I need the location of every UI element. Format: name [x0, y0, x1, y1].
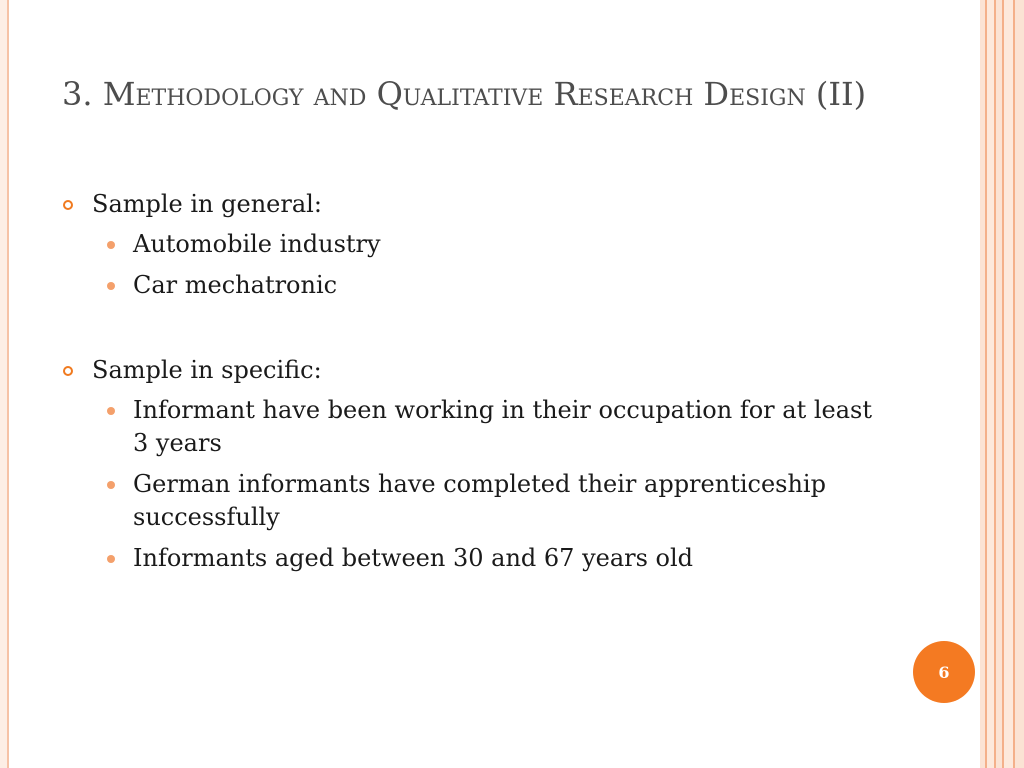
list-item-text: German informants have completed their apprenticeship successfully [133, 470, 826, 531]
list-item [62, 228, 892, 261]
bullet-list [62, 228, 892, 302]
section-heading [62, 188, 892, 220]
section-heading-text: Sample in specific: [92, 356, 322, 384]
right-border-stripe [987, 0, 994, 768]
section-heading [62, 354, 892, 386]
right-border-stripe [1015, 0, 1024, 768]
dot-bullet-icon [107, 555, 115, 563]
list-item [62, 394, 892, 460]
ring-bullet-icon [63, 200, 73, 210]
dot-bullet-icon [107, 282, 115, 290]
list-item [62, 468, 892, 534]
ring-bullet-icon [63, 366, 73, 376]
right-border-stripe [1004, 0, 1013, 768]
dot-bullet-icon [107, 241, 115, 249]
list-item [62, 542, 892, 575]
list-item-text: Car mechatronic [133, 271, 338, 299]
section-heading-text: Sample in general: [92, 190, 322, 218]
dot-bullet-icon [107, 481, 115, 489]
slide-title: 3. Methodology and Qualitative Research Design (II) [62, 75, 867, 113]
left-edge-border [0, 0, 9, 768]
list-item-text: Informant have been working in their occupation for at least 3 years [133, 396, 873, 457]
list-item [62, 269, 892, 302]
slide-body [62, 184, 892, 575]
list-item-text: Informants aged between 30 and 67 years old [133, 544, 694, 572]
dot-bullet-icon [107, 407, 115, 415]
page-number-badge: 6 [913, 641, 975, 703]
list-item-text: Automobile industry [133, 230, 381, 258]
bullet-list [62, 394, 892, 575]
